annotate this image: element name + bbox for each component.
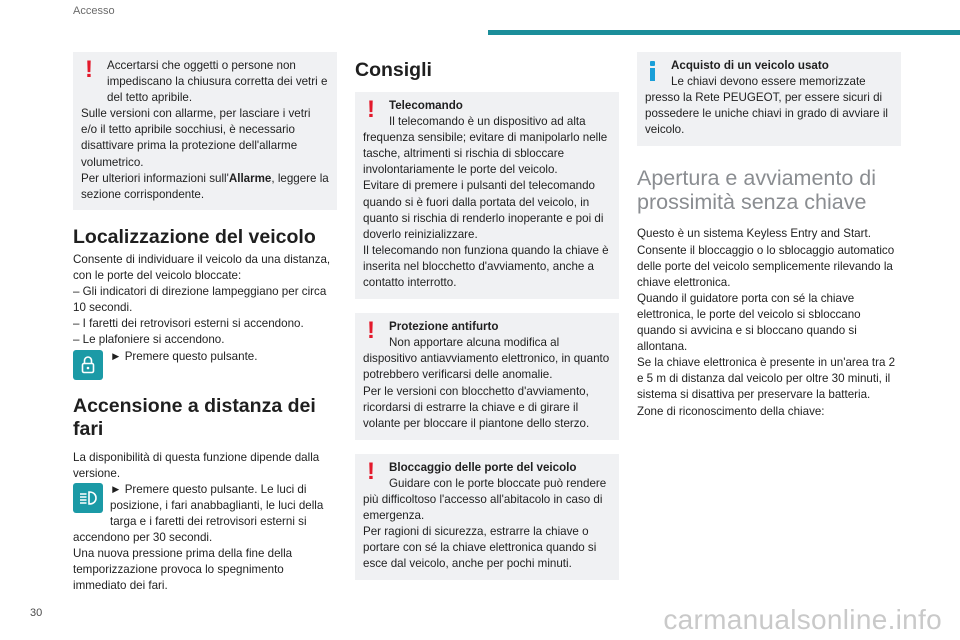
column-2 [355, 52, 619, 580]
remote-title: Telecomando [389, 99, 463, 112]
heading-remote-lights: Accensione a distanza dei fari [73, 394, 316, 440]
antitheft-title: Protezione antifurto [389, 320, 499, 334]
warning-box-closing [73, 52, 337, 210]
heading-keyless: Apertura e avviamento di prossimità senza chiave [637, 166, 877, 215]
keyless-p4: Se la chiave elettronica è presente in un'area tra 2 e 5 m di distanza dal veicolo per oltre 30 minuti, il sistema si disattiva per preservare la batteria. [637, 356, 896, 402]
info-box-used-vehicle [637, 52, 901, 146]
keyless-section [637, 226, 901, 419]
heading-vehicle-location: Localizzazione del veicolo [73, 226, 316, 248]
lights-note: Una nuova pressione prima della fine della temporizzazione provoca lo spegnimento immediato dei fari. [73, 547, 293, 593]
used-vehicle-title: Acquisto di un veicolo usato [671, 59, 829, 72]
location-item-1: – Gli indicatori di direzione lampeggiano per circa 10 secondi. [73, 285, 327, 315]
antitheft-p1: Non apportare alcuna modifica al dispositivo antiavviamento elettronico, in quanto potrebbero verificarsi delle anomalie. [363, 336, 610, 382]
warning-icon: ! [85, 56, 93, 83]
location-section [73, 252, 337, 382]
warning-box-antitheft [355, 313, 619, 440]
warning-box-remote [355, 92, 619, 299]
warning-text-3: Per ulteriori informazioni sull'Allarme, leggere la sezione corrispondente. [81, 171, 329, 201]
location-action [73, 349, 337, 382]
keyless-p3: Quando il guidatore porta con sé la chiave elettronica, le porte del veicolo si sbloccano quando si avvicina e si bloccano quando si allontana. [637, 291, 861, 354]
lights-action-text: ► Premere questo pulsante. Le luci di posizione, i fari anabbaglianti, le luci della targa e i faretti dei retrovisori esterni si accendono per 30 secondi. [73, 482, 324, 545]
location-item-3: – Le plafoniere si accendono. [73, 333, 225, 347]
remote-p1: Il telecomando è un dispositivo ad alta frequenza sensibile; evitare di manipolarlo nelle tasche, altrimenti si rischia di sbloccare involontariamente le porte del veicolo. [363, 115, 608, 177]
warning-icon: ! [367, 317, 375, 345]
warning-text-1: Accertarsi che oggetti o persone non impediscano la chiusura corretta dei vetri e del tetto apribile. [107, 59, 328, 105]
door-lock-p2: Per ragioni di sicurezza, estrarre la chiave o portare con sé la chiave elettronica quando si esce dal veicolo, anche per pochi minuti. [363, 525, 597, 571]
heading-tips: Consigli [355, 59, 432, 81]
location-item-2: – I faretti dei retrovisori esterni si accendono. [73, 317, 304, 331]
page-number: 30 [30, 607, 43, 619]
warning-text-2: Sulle versioni con allarme, per lasciare i vetri e/o il tetto apribile socchiusi, è necessario disattivare prima la protezione dell'allarme volumetrico. [81, 107, 311, 169]
warning-box-door-lock [355, 454, 619, 581]
keyless-p1: Questo è un sistema Keyless Entry and Start. [637, 227, 871, 241]
lock-button-icon [73, 350, 103, 380]
antitheft-p2: Per le versioni con blocchetto d'avviamento, ricordarsi di estrarre la chiave e di girare il volante per bloccare il piantone dello sterzo. [363, 384, 590, 430]
keyless-p5: Zone di riconoscimento della chiave: [637, 404, 825, 418]
headlight-button-icon [73, 483, 103, 513]
header-accent-bar [488, 30, 960, 35]
alarm-link-text: Allarme [228, 171, 272, 185]
warning-icon: ! [367, 457, 375, 485]
watermark: carmanualsonline.info [663, 604, 942, 635]
location-intro: Consente di individuare il veicolo da una distanza, con le porte del veicolo bloccate: [73, 253, 331, 283]
used-vehicle-p1: Le chiavi devono essere memorizzate presso la Rete PEUGEOT, per essere sicuri di possedere le uniche chiavi in grado di avviare il veicolo. [645, 75, 888, 137]
lights-section [73, 450, 337, 595]
location-action-text: ► Premere questo pulsante. [110, 349, 258, 363]
warning-icon: ! [367, 96, 375, 123]
info-icon [645, 59, 661, 81]
lights-intro: La disponibilità di questa funzione dipende dalla versione. [73, 450, 320, 480]
column-3 [637, 52, 901, 420]
lights-action [73, 482, 337, 546]
door-lock-title: Bloccaggio delle porte del veicolo [389, 460, 577, 474]
door-lock-p1: Guidare con le porte bloccate può rendere più difficoltoso l'accesso all'abitacolo in caso di emergenza. [363, 476, 607, 523]
section-title: Accesso [73, 5, 115, 17]
remote-p3: Il telecomando non funziona quando la chiave è inserita nel blocchetto d'avviamento, anche a contatto interrotto. [363, 243, 609, 290]
column-1 [73, 52, 337, 594]
keyless-p2: Consente il bloccaggio o lo sblocaggio automatico delle porte del veicolo semplicemente rilevando la chiave elettronica. [637, 243, 895, 289]
remote-p2: Evitare di premere i pulsanti del telecomando quando si è fuori dalla portata del veicolo, in quanto si rischia di renderlo inoperante e poi di doverlo reinizializzare. [363, 179, 604, 241]
